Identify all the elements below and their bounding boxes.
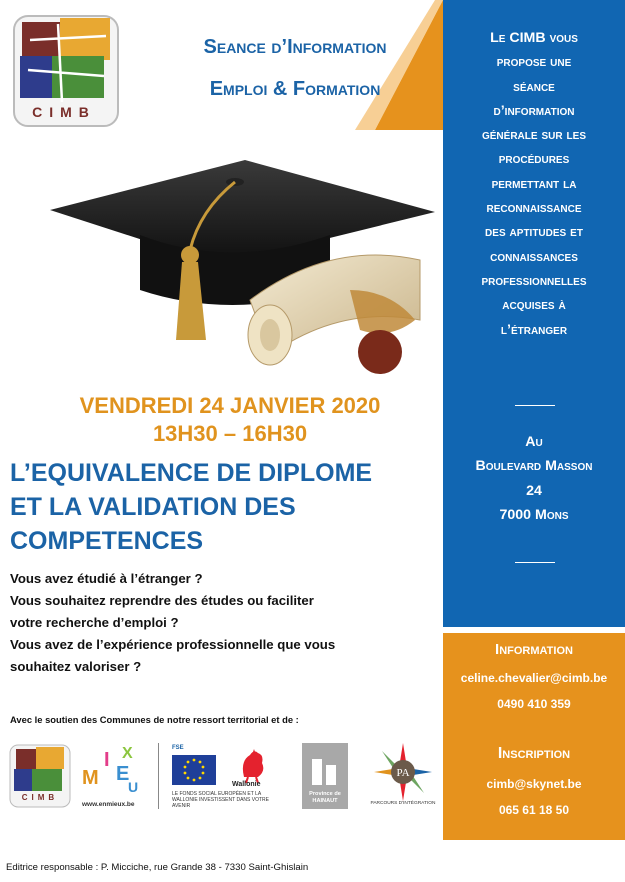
address: Au Boulevard Masson 24 7000 Mons bbox=[475, 434, 593, 523]
cimb-small-text: CIMB bbox=[21, 793, 59, 802]
support-text: Avec le soutien des Communes de notre ressort territorial et de : bbox=[10, 714, 299, 725]
editor-line: Editrice responsable : P. Micciche, rue Grande 38 - 7330 Saint-Ghislain bbox=[6, 862, 309, 873]
divider bbox=[158, 743, 159, 809]
headline: L’EQUIVALENCE DE DIPLOME ET LA VALIDATION DES COMPETENCES bbox=[10, 459, 373, 555]
email-celine[interactable]: celine.chevalier@cimb.be bbox=[460, 671, 608, 685]
header-title-line1: Seance d’Information bbox=[203, 36, 387, 58]
inscription-title: Inscription bbox=[497, 745, 571, 762]
compass-icon bbox=[372, 741, 434, 803]
email-cimb[interactable]: cimb@skynet.be bbox=[486, 777, 582, 791]
enmieux-url: www.enmieux.be bbox=[82, 801, 135, 808]
separator bbox=[515, 562, 555, 563]
orange-corner bbox=[335, 0, 443, 130]
contact-panel bbox=[443, 633, 625, 840]
logo-text: CIMB bbox=[32, 104, 96, 120]
event-date: VENDREDI 24 JANVIER 2020 13H30 – 16H30 bbox=[10, 392, 450, 448]
separator bbox=[515, 405, 555, 406]
partner-logos bbox=[0, 735, 443, 820]
info-panel bbox=[443, 0, 625, 627]
phone-celine[interactable]: 0490 410 359 bbox=[497, 697, 571, 711]
fse-caption: LE FONDS SOCIAL EUROPÉEN ET LA WALLONIE INVESTISSENT DANS VOTRE AVENIR bbox=[172, 791, 269, 809]
graduation-cap-image bbox=[30, 140, 450, 390]
eu-flag-icon bbox=[172, 755, 216, 785]
wallonie-rooster-icon bbox=[238, 747, 268, 783]
svg-text:PA: PA bbox=[396, 767, 410, 779]
fse-label: FSE bbox=[172, 745, 184, 751]
questions: Vous avez étudié à l’étranger ? Vous souhaitez reprendre des études ou faciliter votre recherche d’emploi ? Vous avez de l’expérience professionnelle que vous souhaitez valoriser ? bbox=[10, 571, 336, 674]
hainaut-logo: Province de HAINAUT bbox=[302, 743, 348, 809]
wallonie-label: Wallonie bbox=[232, 781, 261, 788]
parcours-label: PARCOURS D'INTÉGRATION bbox=[370, 801, 436, 806]
event-time: 13H30 – 16H30 bbox=[152, 421, 308, 446]
phone-cimb[interactable]: 065 61 18 50 bbox=[498, 803, 570, 817]
header-title-line2: Emploi & Formation bbox=[209, 78, 381, 100]
enmieux-logo: M I E X U bbox=[82, 745, 139, 795]
information-title: Information bbox=[495, 641, 573, 658]
intro-text: Le CIMB vous propose une séance d’information générale sur les procédures permettant la reconnaissance des aptitudes et connaissances professionnelles acquises à l’étranger bbox=[481, 30, 587, 338]
